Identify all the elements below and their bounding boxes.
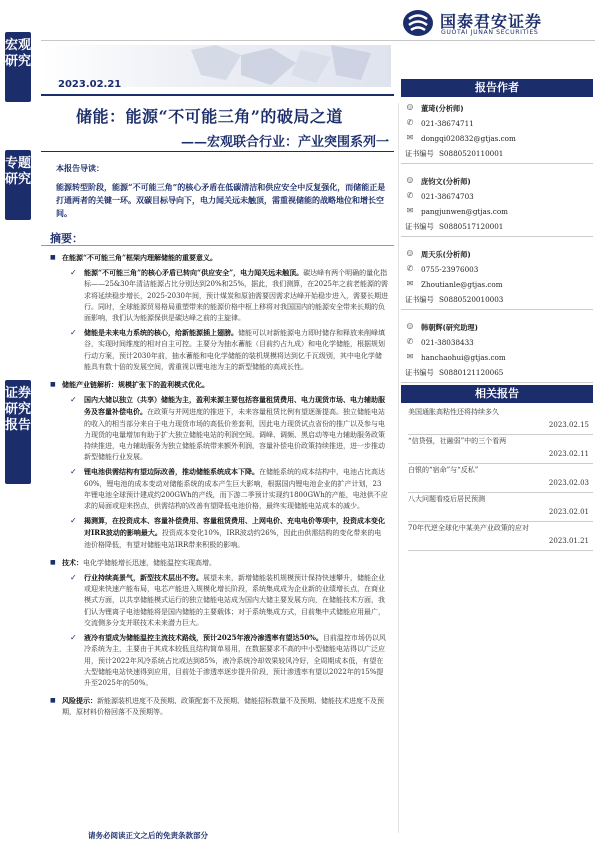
disclaimer-text: 请务必阅读正文之后的免责条款部分 <box>88 831 208 840</box>
abstract-item-text: 新能源装机进度不及预期、政策配套不及预期、储能招标数量不及预期、储能技术进度不及预期，原材料价格回落不及预期等。 <box>62 697 384 717</box>
abstract-item <box>50 466 388 512</box>
analyst-cert-label: 证书编号 <box>405 222 434 231</box>
left-sidebar <box>0 0 36 842</box>
abstract-item-lead: 储能是未来电力系统的核心，给新能源插上翅膀。 <box>84 328 238 338</box>
abstract-item-text: 投资成本变化10%，IRR波动约26%，因此由供需结构的变化带来的电池价格降低，有望对储能电站IRR带来积极的影响。 <box>84 529 382 549</box>
abstract-item <box>50 267 388 324</box>
phone-icon: ✆ <box>406 191 414 200</box>
abstract-item-text: 电化学储能增长迅速，储能温控实现高增。 <box>83 558 216 567</box>
abstract-item-lead: 国内大储以独立（共享）储能为主，盈利来源主要包括容量租赁费用、电力现货市场、电力辅助服务及容量补偿电价。 <box>84 395 385 417</box>
title-divider <box>41 151 394 152</box>
analyst-name: 周天乐(分析师) <box>421 250 471 259</box>
analyst-card <box>401 174 593 234</box>
related-report-divider <box>408 550 593 551</box>
sidebar-tag-special: 专题研究 <box>5 150 31 220</box>
related-report-date: 2023.02.01 <box>548 508 589 516</box>
analyst-phone: 021-38038433 <box>421 338 474 347</box>
company-logo <box>402 7 592 41</box>
sidebar-tag-macro: 宏观研究 <box>5 32 31 102</box>
date-divider <box>41 94 394 96</box>
abstract-item-lead: 揭测算，在投资成本、容量补偿费用、容量租赁费用、上网电价、充电电价等项中，投资成本变化对IRR波动的影响最大。 <box>84 516 385 538</box>
abstract-divider <box>41 245 394 246</box>
abstract-item <box>50 394 388 463</box>
right-panel-divider <box>398 103 399 833</box>
related-report-divider <box>408 434 593 435</box>
abstract-item <box>50 327 388 373</box>
abstract-item <box>50 515 388 551</box>
related-report-divider <box>408 521 593 522</box>
logo-english-name: GUOTAI JUNAN SECURITIES <box>441 29 539 36</box>
abstract-item-text: 在储能系统的成本结构中，电池占比高达60%，锂电池的成本变动对储能系统的成本产生巨大影响，根据国内锂电池企业的扩产计划，23年锂电池全球预计建成约200GWh的产线，而下游二季预计实现约1800GWh的产能，电池供不应求的局面或迎来拐点，供需结构的改善有望降低电池价格，最终实现储能电站成本的减少。 <box>84 468 388 511</box>
analyst-email[interactable]: pangjunwen@gtjas.com <box>421 207 508 216</box>
logo-mark-icon <box>402 9 434 37</box>
report-date: 2023.02.21 <box>58 79 122 90</box>
analyst-divider <box>401 236 593 237</box>
analyst-email[interactable]: hanchaohui@gtjas.com <box>421 353 506 362</box>
email-icon: ✉ <box>406 206 414 215</box>
related-report-item[interactable] <box>408 407 593 435</box>
abstract-item-text: 储能可以对新能源电力即时储存和释放来削峰填谷，实现时间维度的相对自主可控。主要分为抽水蓄能（目前约占九成）和电化学储能，根据规划行动方案，预计2030年前，抽水蓄能和电化学储能的装机规模将达到亿千瓦级别，其中电化学储能具有数十倍的发展空间，需重视以锂电池为主的新型储能的高成长性。 <box>84 329 385 371</box>
analyst-cert: S0880517120001 <box>439 222 504 231</box>
analyst-card <box>401 320 593 380</box>
analyst-email[interactable]: dongqi020832@gtjas.com <box>421 134 516 143</box>
abstract-item <box>50 572 388 629</box>
related-report-item[interactable] <box>408 494 593 522</box>
related-report-date: 2023.02.11 <box>548 450 589 458</box>
phone-icon: ✆ <box>406 264 414 273</box>
related-report-date: 2023.02.03 <box>548 479 589 487</box>
person-icon: ☺ <box>406 322 414 331</box>
sidebar-tag-report: 证券研究报告 <box>5 380 31 484</box>
analyst-cert-label: 证书编号 <box>405 368 434 377</box>
abstract-heading: 摘要： <box>50 232 83 245</box>
analyst-card <box>401 101 593 161</box>
analyst-cert-label: 证书编号 <box>405 295 434 304</box>
related-report-item[interactable] <box>408 465 593 493</box>
abstract-item <box>50 557 388 569</box>
abstract-item-lead: 能源“不可能三角”的核心矛盾已转向“供应安全”，电力闻关远未触顶。 <box>84 268 304 278</box>
related-heading: 相关报告 <box>401 385 593 403</box>
analyst-name: 董琦(分析师) <box>421 104 464 113</box>
abstract-item-lead: 在能源“不可能三角”框架内理解储能的重要意义。 <box>62 253 218 262</box>
person-icon: ☺ <box>406 103 414 112</box>
analyst-phone: 021-38674711 <box>421 119 474 128</box>
abstract-item <box>50 632 388 689</box>
abstract-body <box>50 249 388 719</box>
related-report-title[interactable]: “信贷强，社融弱”中的三个看两 <box>408 437 507 445</box>
logo-chinese-name: 国泰君安证券 <box>440 12 543 31</box>
analyst-cert-label: 证书编号 <box>405 149 434 158</box>
related-report-divider <box>408 463 593 464</box>
header-divider <box>41 40 595 41</box>
abstract-item <box>50 379 388 391</box>
related-report-date: 2023.01.21 <box>548 537 589 545</box>
related-report-date: 2023.02.15 <box>548 421 589 429</box>
abstract-item-text: 碳达峰有两个明确的量化指标——25&30年清洁能源占比分别达到20%和25%，据此，我们测算，在2025年之前老能源的需求将延续稳步增长，2025-2030年间，预计煤炭和原油需要因需求达峰开始稳步进入，需要长期进行。同时，全球能源贸易格局重塑带来的能源价格中枢上移将对我国国内的能源安全带来长期的负面影响，我们认为能源保供是碳达峰之前的主旋律。 <box>84 269 388 323</box>
analyst-cert: S0880520110001 <box>439 149 504 158</box>
abstract-item-lead: 液冷有望成为储能温控主流技术路线，预计2025年液冷渗透率有望达50%。 <box>84 633 323 643</box>
related-report-divider <box>408 492 593 493</box>
abstract-item-lead: 储能产业链解析：规模扩张下的盈利模式优化。 <box>62 380 209 390</box>
abstract-item <box>50 252 388 264</box>
guide-heading: 本报告导读： <box>56 163 104 173</box>
email-icon: ✉ <box>406 352 414 361</box>
related-report-item[interactable] <box>408 523 593 551</box>
analyst-cert: S0880520010003 <box>439 295 504 304</box>
related-report-title[interactable]: 70年代逆全球化中某美产业政策的应对 <box>408 524 529 532</box>
related-report-title[interactable]: 美国通胀高粘性还将持续多久 <box>408 408 499 416</box>
analyst-divider <box>401 163 593 164</box>
abstract-item <box>50 695 388 718</box>
phone-icon: ✆ <box>406 118 414 127</box>
report-title: 储能：能源“不可能三角”的破局之道 <box>76 107 343 126</box>
analyst-name: 韩朝辉(研究助理) <box>421 323 478 332</box>
related-report-title[interactable]: 八大问题看疫后居民预测 <box>408 495 485 503</box>
abstract-item-lead: 技术： <box>62 557 83 567</box>
related-report-title[interactable]: 白银的“宿命”与“反私” <box>408 466 479 474</box>
report-subtitle: ——宏观联合行业：产业突围系列一 <box>181 135 390 150</box>
analyst-divider <box>401 382 593 383</box>
email-icon: ✉ <box>406 133 414 142</box>
analyst-divider <box>401 309 593 310</box>
analyst-phone: 021-38674703 <box>421 192 474 201</box>
authors-heading: 报告作者 <box>401 79 593 97</box>
analyst-cert: S0880121120065 <box>439 368 504 377</box>
person-icon: ☺ <box>406 176 414 185</box>
abstract-item-text: 目前温控市场仍以风冷系统为主，主要由于其成本较低且结构简单易用，在数据要求不高的中小型储能电站得以广泛应用，预计2022年风冷系统占比或达到85%，液冷系统冷却效果较风冷好，全周期成本低，有望在大型储能电站快速得到应用，目前处于渗透率逐步提升阶段，预计渗透率有望以2022年的15%提升至2025年的50%。 <box>84 634 386 687</box>
abstract-item-text: 展望未来，新增储能装机规模预计保持快速攀升，储能企业或迎来快速产能布局，电芯产能进入规模化增长阶段，系统集成成为企业新的业绩增长点，在商业模式方面，以共享储能模式运行的独立储能电站成为国内大储主要发展方向，在储能技术方面，我们认为锂离子电池储能将是国内储能的主要载体；对于系统集成方式，目前集中式储能应用最广，交流侧多分支并联技术未来潜力巨大。 <box>84 574 385 627</box>
abstract-item-lead: 锂电池供需结构有望边际改善，推动储能系统成本下降。 <box>84 467 259 477</box>
abstract-item-lead: 风险提示： <box>62 696 97 706</box>
analyst-phone: 0755-23976003 <box>421 265 479 274</box>
phone-icon: ✆ <box>406 337 414 346</box>
abstract-item-text: 在政策与并网进度的推进下，未来容量租赁比例有望逐渐提高。独立储能电站的收入的相当部分来自于电力现货市场的高低价差套利，因此电力现货试点省份的推广以及参与电力现货的电量增加有助于扩大独立储能电站的利润空间。调峰、调频、黑启动等电力辅助服务政策持续推进，电力辅助服务为独立储能系统带来额外利润，容量补偿电价政策持续推进，进一步推动新型储能行业发展。 <box>84 408 385 462</box>
abstract-item-lead: 行业持续高景气，新型技术层出不穷。 <box>84 573 203 583</box>
analyst-name: 庞钧文(分析师) <box>421 177 471 186</box>
person-icon: ☺ <box>406 249 414 258</box>
analyst-email[interactable]: Zhoutianle@gtjas.com <box>421 280 503 289</box>
guide-text: 能源转型阶段，能源“不可能三角”的核心矛盾在低碳清洁和供应安全中反复强化，而储能正是打通两者的关键一环。双碳目标导向下，电力闻关远未触顶，需重视储能的战略地位和增长空间。 <box>56 182 386 218</box>
related-report-item[interactable] <box>408 436 593 464</box>
email-icon: ✉ <box>406 279 414 288</box>
analyst-card <box>401 247 593 307</box>
